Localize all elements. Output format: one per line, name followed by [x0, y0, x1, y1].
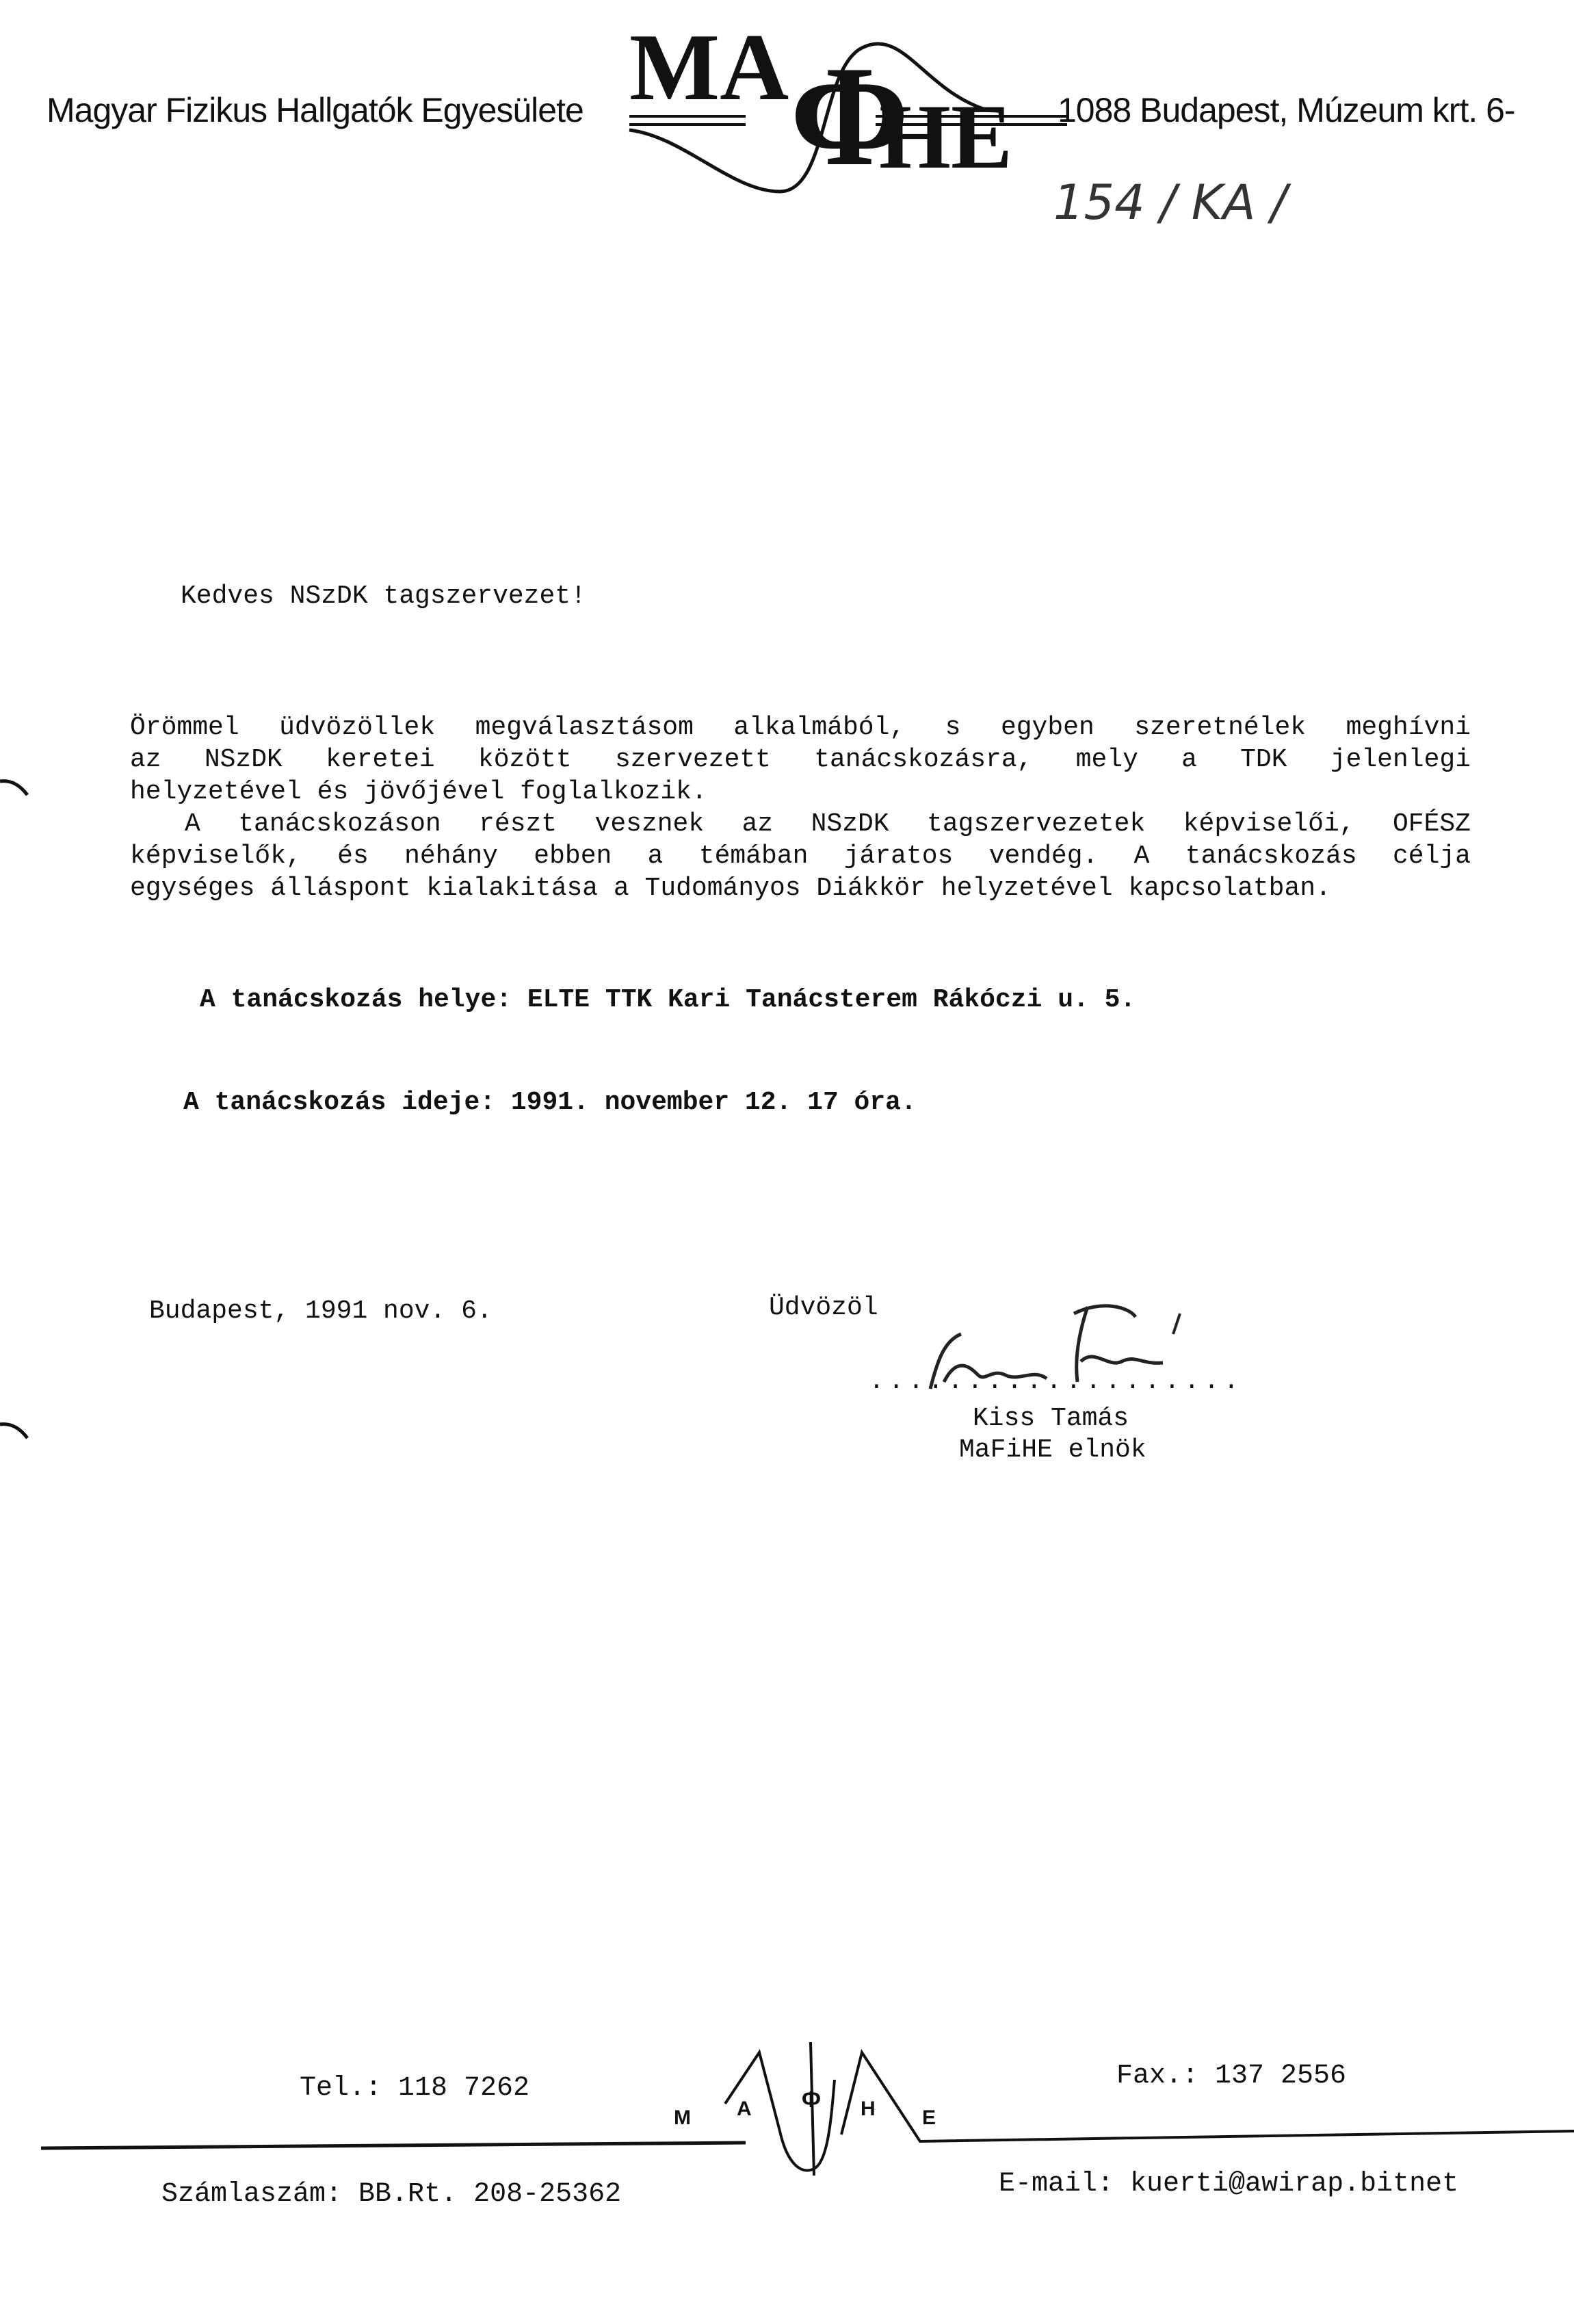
paragraph-2-line: A tanácskozáson részt vesznek az NSzDK tagszervezetek képviselői, OFÉSZ: [185, 809, 1471, 839]
paragraph-2: [130, 808, 1471, 904]
footer-tel: Tel.: 118 7262: [300, 2073, 530, 2104]
paragraph-1-line: az NSzDK keretei között szervezett tanácskozásra, mely a TDK jelenlegi: [130, 745, 1471, 774]
footer-account: Számlaszám: BB.Rt. 208-25362: [161, 2179, 622, 2210]
footer-fax: Fax.: 137 2556: [1116, 2061, 1347, 2091]
meeting-time: A tanácskozás ideje: 1991. november 12. 17 óra.: [183, 1088, 917, 1117]
place-date: Budapest, 1991 nov. 6.: [149, 1296, 493, 1326]
closing-greeting: Üdvözöl: [769, 1293, 878, 1322]
logo-text-phi: Φ: [790, 37, 910, 196]
punch-mark: [0, 773, 34, 800]
signer-name: Kiss Tamás: [973, 1404, 1129, 1433]
logo-text-he: HE: [879, 86, 1013, 188]
punch-mark: [0, 1416, 34, 1444]
meeting-venue: A tanácskozás helye: ELTE TTK Kari Tanácsterem Rákóczi u. 5.: [200, 985, 1136, 1015]
signature-line: ...................: [869, 1367, 1244, 1396]
paragraph-1-line: Örömmel üdvözöllek megválasztásom alkalmából, s egyben szeretnélek meghívni: [130, 713, 1471, 742]
footer-logo-letter-h: H: [861, 2098, 876, 2120]
logo-text-ma: MA: [629, 21, 789, 120]
org-address: 1088 Budapest, Múzeum krt. 6-: [1058, 91, 1515, 129]
mafihe-logo: [602, 21, 1067, 198]
handwritten-reference: 154 / KA /: [1053, 174, 1287, 231]
footer-logo-letter-a: A: [737, 2098, 752, 2120]
paragraph-1-line: helyzetével és jövőjével foglalkozik.: [130, 777, 707, 807]
signer-title: MaFiHE elnök: [959, 1435, 1146, 1465]
paragraph-1: [130, 711, 1471, 808]
paragraph-2-line: képviselők, és néhány ebben a témában járatos vendég. A tanácskozás célja: [130, 841, 1471, 871]
footer-email: E-mail: kuerti@awirap.bitnet: [999, 2169, 1459, 2199]
footer-logo-letter-m: M: [674, 2106, 691, 2129]
footer-logo-letter-phi: Φ: [802, 2087, 821, 2113]
footer-logo-letter-e: E: [922, 2106, 936, 2129]
greeting: Kedves NSzDK tagszervezet!: [181, 582, 586, 611]
paragraph-2-line: egységes álláspont kialakitása a Tudományos Diákkör helyzetével kapcsolatban.: [130, 874, 1331, 903]
org-name: Magyar Fizikus Hallgatók Egyesülete: [47, 91, 583, 129]
footer-rule-logo: [0, 2039, 1574, 2182]
